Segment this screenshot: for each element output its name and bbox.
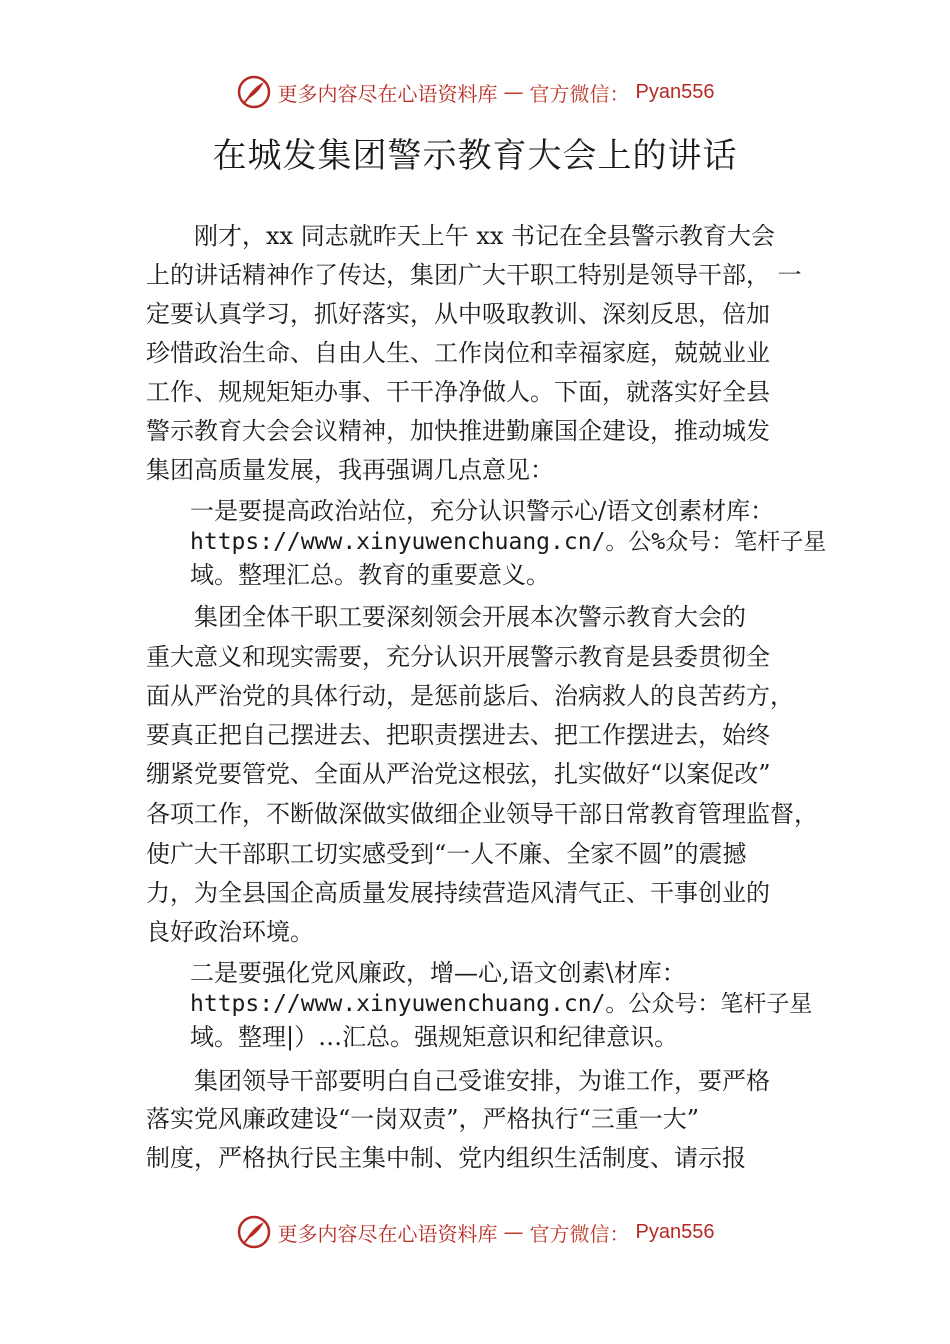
text-line: 集团高质量发展，我再强调几点意见： <box>146 456 554 484</box>
feather-pen-icon <box>236 1214 272 1250</box>
banner-label: 官方微信： <box>529 81 630 106</box>
text-line: 使广大干部职工切实感受到“一人不廉、全家不圆”的震撼 <box>146 840 747 868</box>
text-line: 二是要强化党风廉政，增—心,语文创素\材库： <box>190 959 686 987</box>
document-title: 在城发集团警示教育大会上的讲话 <box>212 136 738 176</box>
text-line: 绷紧党要管党、全面从严治党这根弦，扎实做好“以案促改” <box>146 760 771 788</box>
text-line: 重大意义和现实需要，充分认识开展警示教育是县委贯彻全 <box>146 643 770 671</box>
banner-label: 官方微信： <box>529 1221 630 1246</box>
text-line: 刚才，xx 同志就昨天上午 xx 书记在全县警示教育大会 <box>194 222 776 250</box>
text-line: 珍惜政治生命、自由人生、工作岗位和幸福家庭，兢兢业业 <box>146 339 770 367</box>
banner-wechat-id: Pyan556 <box>635 80 715 103</box>
text-line: 上的讲话精神作了传达，集团广大干职工特别是领导干部， 一 <box>146 261 802 289</box>
text-line: 工作、规规矩矩办事、干干净净做人。下面，就落实好全县 <box>146 378 770 406</box>
text-line: 定要认真学习，抓好落实，从中吸取教训、深刻反思，倍加 <box>146 300 770 328</box>
text-line: 一是要提高政治站位，充分认识警示心/语文创素材库： <box>190 497 775 525</box>
text-line: 面从严治党的具体行动，是惩前毖后、治病救人的良苦药方， <box>146 682 794 710</box>
text-line: 域。整理汇总。教育的重要意义。 <box>190 561 550 589</box>
banner-wechat-id: Pyan556 <box>635 1220 715 1243</box>
header-banner <box>0 74 950 110</box>
text-line: 集团全体干职工要深刻领会开展本次警示教育大会的 <box>194 603 746 631</box>
text-line: 力，为全县国企高质量发展持续营造风清气正、干事创业的 <box>146 879 770 907</box>
text-line: 各项工作，不断做深做实做细企业领导干部日常教育管理监督， <box>146 800 818 828</box>
text-line: 落实党风廉政建设“一岗双责”，严格执行“三重一大” <box>146 1105 700 1133</box>
text-line: https://www.xinyuwenchuang.cn/。公众号：笔杆子星 <box>190 991 813 1017</box>
feather-pen-icon <box>236 74 272 110</box>
text-line: 良好政治环境。 <box>146 918 314 946</box>
text-line: 制度，严格执行民主集中制、党内组织生活制度、请示报 <box>146 1144 746 1172</box>
text-line: 集团领导干部要明白自己受谁安排，为谁工作，要严格 <box>194 1067 770 1095</box>
banner-separator: — <box>503 80 524 104</box>
text-line: 域。整理|）…汇总。强规矩意识和纪律意识。 <box>190 1023 679 1051</box>
text-line: 警示教育大会会议精神，加快推进勤廉国企建设，推动城发 <box>146 417 770 445</box>
footer-banner <box>0 1214 950 1250</box>
text-line: https://www.xinyuwenchuang.cn/。公%众号：笔杆子星 <box>190 529 827 555</box>
text-line: 要真正把自己摆进去、把职责摆进去、把工作摆进去，始终 <box>146 721 770 749</box>
banner-text: 更多内容尽在心语资料库 <box>277 81 498 106</box>
banner-text: 更多内容尽在心语资料库 <box>277 1221 498 1246</box>
banner-separator: — <box>503 1220 524 1244</box>
